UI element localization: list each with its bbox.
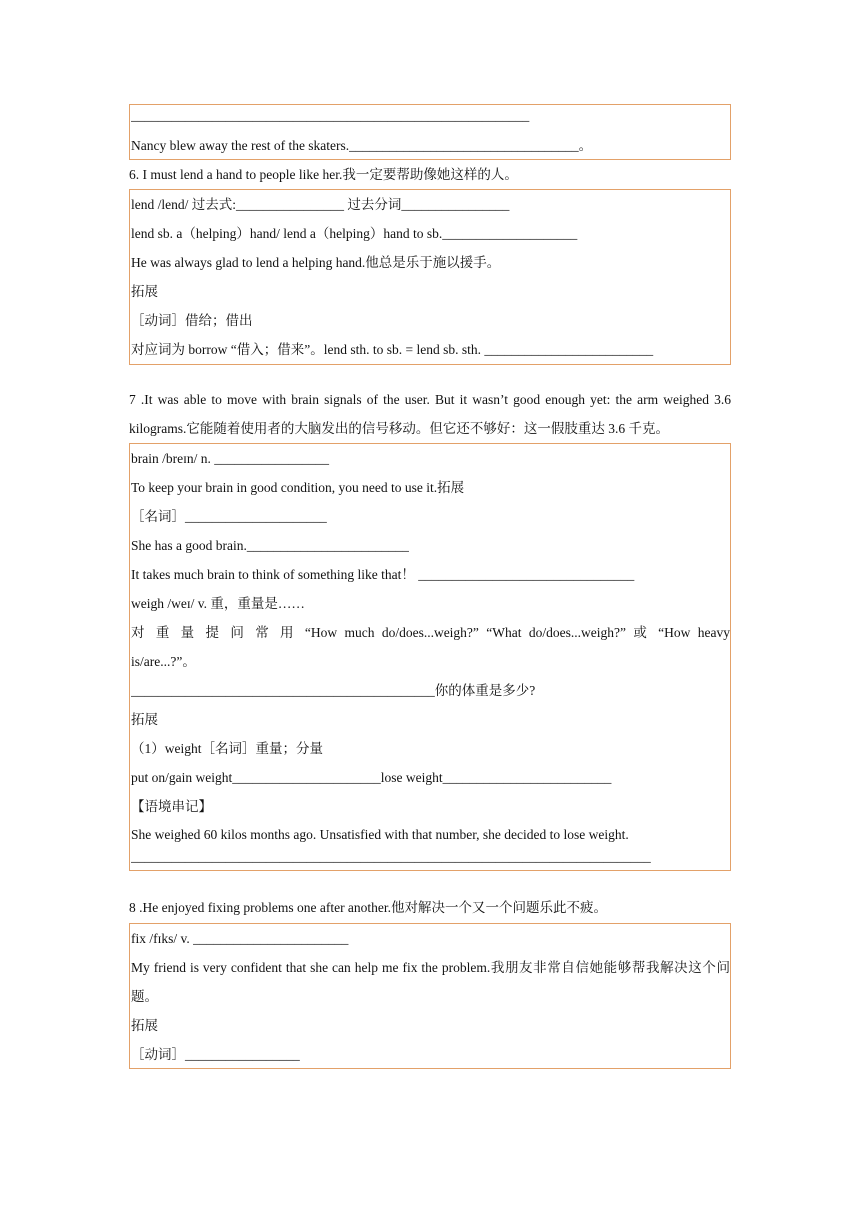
note-line: 拓展 — [131, 284, 158, 299]
item-6-heading: 6. I must lend a hand to people like her.我一定要帮助像她这样的人。 — [129, 167, 518, 182]
note-line: _____________________________________________你的体重是多少? — [131, 683, 536, 698]
note-line: put on/gain weight______________________lose weight_________________________ — [131, 770, 612, 785]
item-7-heading: 7 .It was able to move with brain signals of the user. But it wasn’t good enough yet: the arm weighed 3.6 kilograms.它能随着使用者的大脑发出的信号移动。但它还不够好：这一假肢重达 3.6 千克。 — [129, 392, 731, 436]
note-line: lend sb. a（helping）hand/ lend a（helping）hand to sb.____________________ — [131, 226, 578, 241]
document-page — [129, 0, 731, 1069]
note-line: ［动词］借给；借出 — [131, 313, 253, 328]
notes-box-item-8 — [129, 923, 731, 1069]
item-8-heading: 8 .He enjoyed fixing problems one after another.他对解决一个又一个问题乐此不疲。 — [129, 900, 608, 915]
note-line: ［名词］_____________________ — [131, 509, 327, 524]
note-paragraph: My friend is very confident that she can help me fix the problem.我朋友非常自信她能够帮我解决这个问题。 — [131, 960, 730, 1004]
note-line: 拓展 — [131, 1018, 158, 1033]
note-line: ［动词］_________________ — [131, 1047, 300, 1062]
note-line: It takes much brain to think of something like that！ ________________________________ — [131, 567, 635, 582]
note-line: fix /fɪks/ v. _______________________ — [131, 931, 349, 946]
note-line: lend /lend/ 过去式:________________ 过去分词________________ — [131, 197, 510, 212]
note-line: 对 重 量 提 问 常 用 “How much do/does...weigh?” “What do/does...weigh?” 或 “How heavy — [131, 625, 730, 640]
note-line: is/are...?”。 — [131, 654, 196, 669]
note-line: brain /breɪn/ n. _________________ — [131, 451, 329, 466]
blank-line: ___________________________________________________________ — [131, 108, 530, 123]
notes-box-item-7 — [129, 443, 731, 871]
note-line: （1）weight［名词］重量；分量 — [131, 741, 323, 756]
note-line: 拓展 — [131, 712, 158, 727]
blank-line: _____________________________________________________________________________ — [131, 849, 651, 864]
example-sentence: Nancy blew away the rest of the skaters.__________________________________。 — [131, 138, 593, 153]
note-line: 对应词为 borrow “借入；借来”。lend sth. to sb. = lend sb. sth. _________________________ — [131, 342, 654, 357]
note-line: He was always glad to lend a helping hand.他总是乐于施以援手。 — [131, 255, 501, 270]
note-line: weigh /weɪ/ v. 重，重量是…… — [131, 596, 305, 611]
note-line: She has a good brain.________________________ — [131, 538, 409, 553]
notes-box-item-6 — [129, 189, 731, 365]
note-line: She weighed 60 kilos months ago. Unsatisfied with that number, she decided to lose weight. — [131, 827, 629, 842]
note-line: To keep your brain in good condition, you need to use it.拓展 — [131, 480, 465, 495]
note-line: 【语境串记】 — [131, 799, 212, 814]
notes-box-top — [129, 104, 731, 160]
